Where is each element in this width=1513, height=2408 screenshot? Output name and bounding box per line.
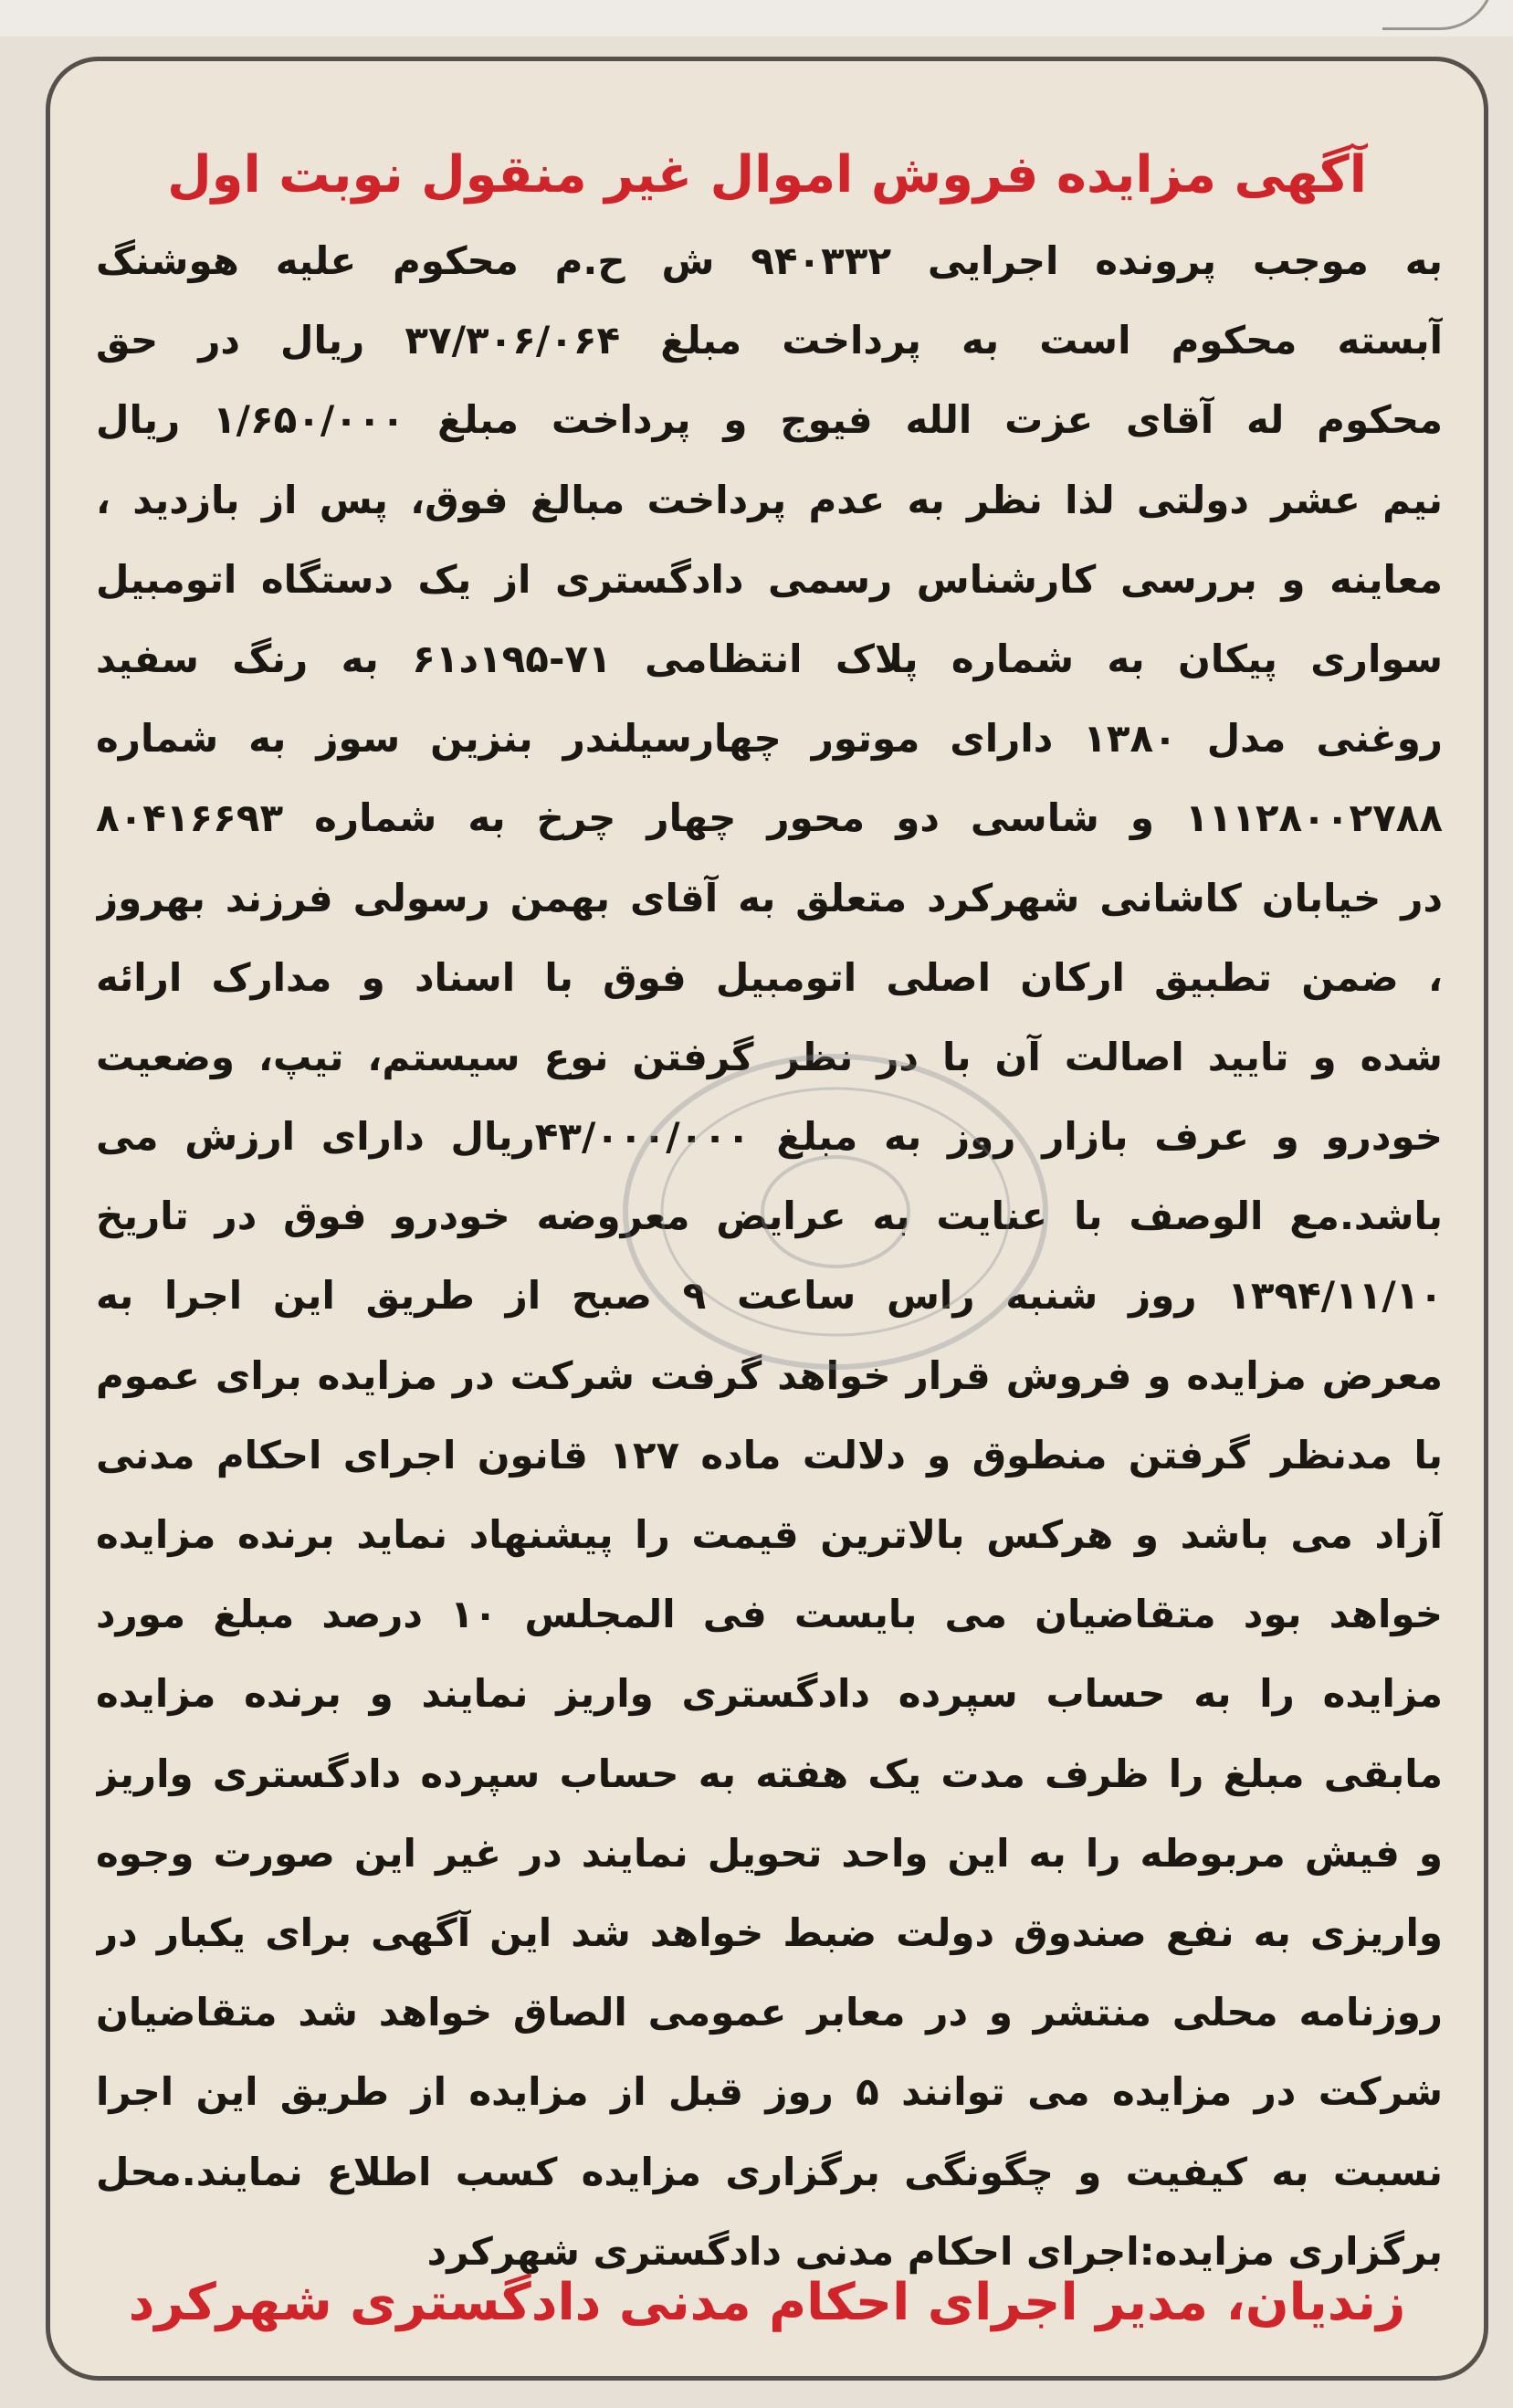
notice-line: محکوم له آقای عزت الله فیوج و پرداخت مبلغ ۱/۶۵۰/۰۰۰ ریال: [96, 397, 1443, 443]
decorative-curve: [1382, 0, 1495, 30]
notice-line: آزاد می باشد و هرکس بالاترین قیمت را پیشنهاد نماید برنده مزایده: [96, 1512, 1443, 1557]
notice-line: آبسته محکوم است به پرداخت مبلغ ۳۷/۳۰۶/۰۶۴ ریال در حق: [96, 318, 1443, 363]
notice-line: روغنی مدل ۱۳۸۰ دارای موتور چهارسیلندر بنزین سوز به شماره: [96, 716, 1443, 762]
notice-line: واریزی به نفع صندوق دولت ضبط خواهد شد این آگهی برای یکبار در: [96, 1909, 1443, 1955]
notice-line: باشد.مع الوصف با عنایت به عرایض معروضه خودرو فوق در تاریخ: [96, 1193, 1443, 1239]
notice-line: شرکت در مزایده می توانند ۵ روز قبل از مزایده از طریق این اجرا: [96, 2069, 1443, 2115]
notice-line: ، ضمن تطبیق ارکان اصلی اتومبیل فوق با اسناد و مدارک ارائه: [96, 954, 1443, 1000]
notice-title: آگهی مزایده فروش اموال غیر منقول نوبت اول: [167, 145, 1367, 205]
notice-line: روزنامه محلی منتشر و در معابر عمومی الصاق خواهد شد متقاضیان: [96, 1990, 1443, 2035]
notice-line: در خیابان کاشانی شهرکرد متعلق به آقای بهمن رسولی فرزند بهروز: [96, 875, 1443, 920]
notice-body: [96, 221, 1443, 2274]
notice-line: مزایده را به حساب سپرده دادگستری واریز نمایند و برنده مزایده: [96, 1671, 1443, 1717]
notice-line: با مدنظر گرفتن منطوق و دلالت ماده ۱۲۷ قانون اجرای احکام مدنی: [96, 1432, 1443, 1477]
page-top-strip: [0, 0, 1513, 37]
notice-line: نسبت به کیفیت و چگونگی برگزاری مزایده کسب اطلاع نمایند.محل: [96, 2149, 1443, 2194]
notice-line: ۱۱۱۲۸۰۰۲۷۸۸ و شاسی دو محور چهار چرخ به شماره ۸۰۴۱۶۶۹۳: [96, 795, 1443, 841]
notice-signature: زندیان، مدیر اجرای احکام مدنی دادگستری شهرکرد: [128, 2273, 1406, 2332]
notice-line: شده و تایید اصالت آن با در نظر گرفتن نوع سیستم، تیپ، وضعیت: [96, 1034, 1443, 1079]
notice-line: و فیش مربوطه را به این واحد تحویل نمایند در غیر این صورت وجوه: [96, 1830, 1443, 1876]
notice-line: خواهد بود متقاضیان می بایست فی المجلس ۱۰ درصد مبلغ مورد: [96, 1592, 1443, 1637]
notice-line: معاینه و بررسی کارشناس رسمی دادگستری از یک دستگاه اتومبیل: [96, 556, 1443, 602]
notice-line: ۱۳۹۴/۱۱/۱۰ روز شنبه راس ساعت ۹ صبح از طریق این اجرا به: [96, 1273, 1443, 1319]
notice-line: به موجب پرونده اجرایی ۹۴۰۳۳۲ ش ح.م محکوم علیه هوشنگ: [96, 238, 1443, 283]
notice-line: سواری پیکان به شماره پلاک انتظامی ۷۱-۱۹۵د۶۱ به رنگ سفید: [96, 636, 1443, 681]
notice-line: نیم عشر دولتی لذا نظر به عدم پرداخت مبالغ فوق، پس از بازدید ،: [96, 477, 1443, 522]
auction-notice-box: [46, 57, 1488, 2381]
notice-line: خودرو و عرف بازار روز به مبلغ ۴۳/۰۰۰/۰۰۰ریال دارای ارزش می: [96, 1114, 1443, 1160]
notice-line: مابقی مبلغ را ظرف مدت یک هفته به حساب سپرده دادگستری واریز: [96, 1751, 1443, 1796]
notice-line: برگزاری مزایده:اجرای احکام مدنی دادگستری شهرکرد: [426, 2228, 1443, 2274]
notice-line: معرض مزایده و فروش قرار خواهد گرفت شرکت در مزایده برای عموم: [96, 1352, 1443, 1398]
